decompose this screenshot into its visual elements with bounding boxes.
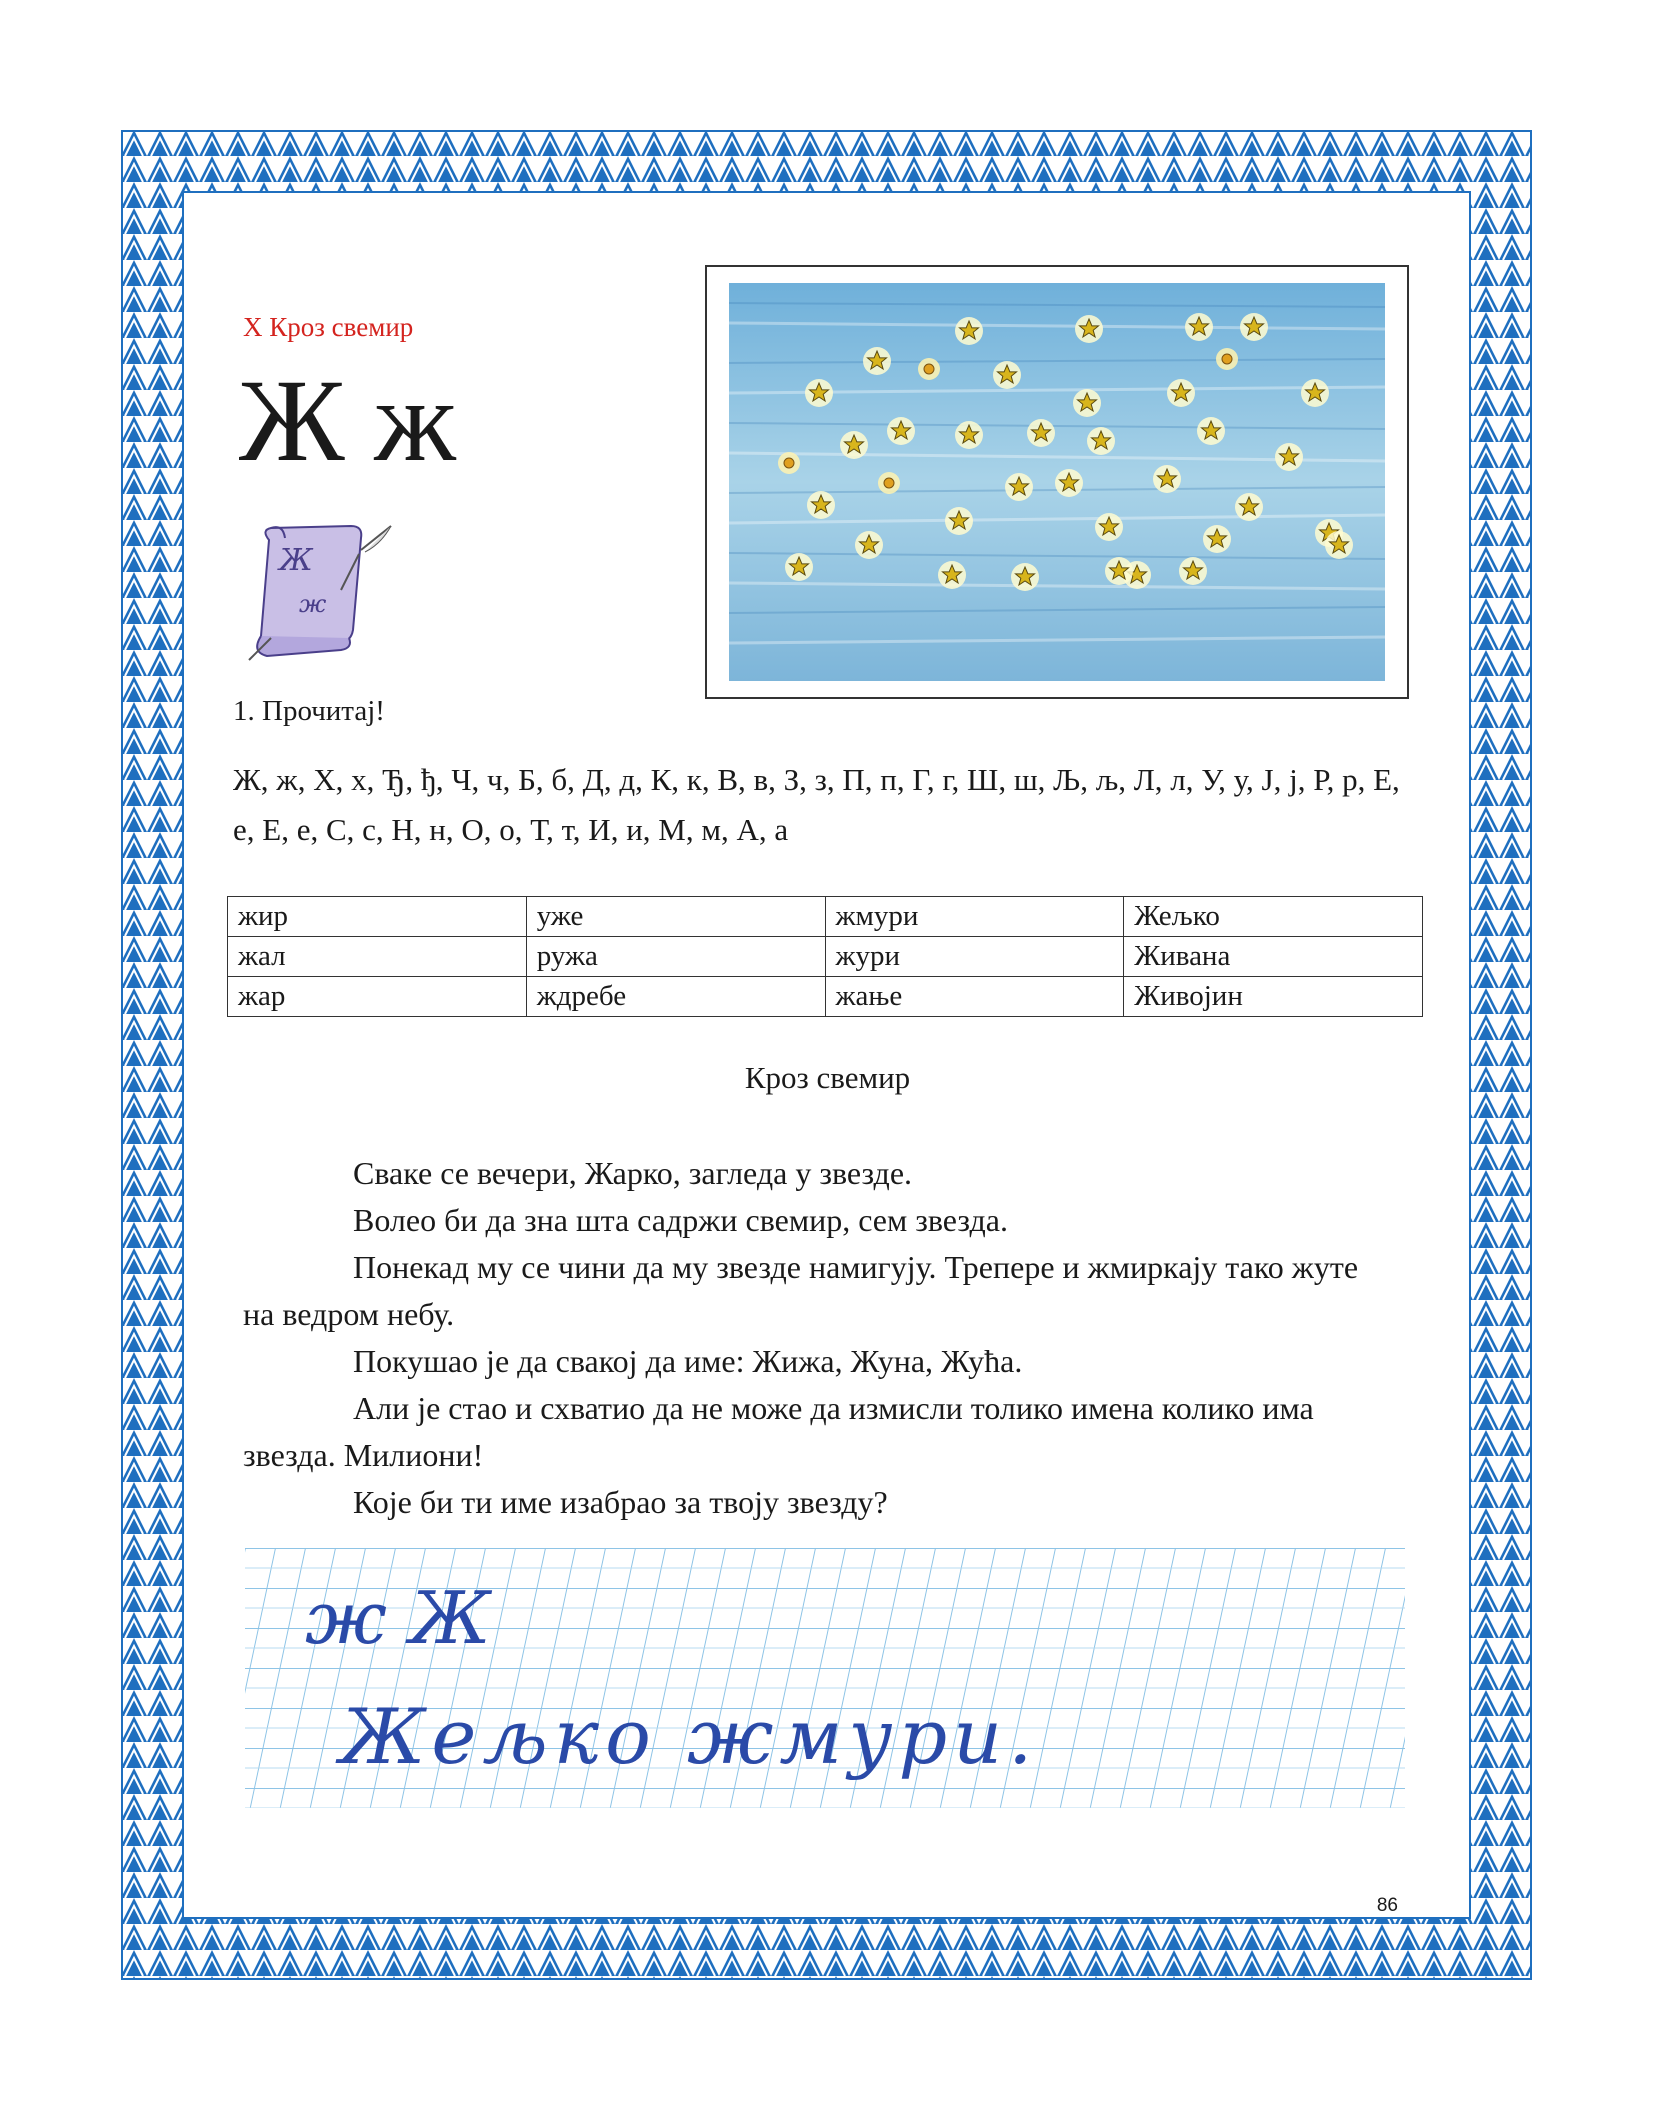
handwriting-sample <box>245 1548 1405 1808</box>
scroll-letter-upper: Ж <box>279 543 313 578</box>
table-cell: уже <box>526 897 825 937</box>
handwriting-line-2: Жељко жмури. <box>340 1692 1039 1781</box>
table-cell: жмури <box>825 897 1124 937</box>
story-title: Кроз свемир <box>744 1060 911 1095</box>
table-row <box>228 897 1423 937</box>
handwriting-line-1: ж Ж <box>305 1576 491 1660</box>
table-cell: Живојин <box>1124 977 1423 1017</box>
alphabet-list: Ж, ж, Х, х, Ђ, ђ, Ч, ч, Б, б, Д, д, К, к, В, в, З, з, П, п, Г, г, Ш, ш, Љ, љ, Л, л, У, у, Ј, ј, Р, р, Е, е, Е, е, С, с, Н, н, О, о, Т, т, И, и, М, м, А, а <box>233 762 1400 847</box>
table-cell: жури <box>825 937 1124 977</box>
page-content <box>185 190 1470 1920</box>
story-paragraph: Понекад му се чини да му звезде намигују. Трепере и жмиркају тако жуте на ведром небу. <box>243 1249 1359 1332</box>
task-label: 1. Прочитај! <box>233 695 385 727</box>
story-paragraph: Али је стао и схватио да не може да измисли толико имена колико има звезда. Милиони! <box>243 1390 1314 1473</box>
table-cell: ждребе <box>526 977 825 1017</box>
table-row <box>228 937 1423 977</box>
scroll-letter-lower: ж <box>299 590 327 618</box>
letter-heading: Ж ж <box>239 355 456 486</box>
story-text <box>243 1150 1373 1526</box>
story-paragraph: Покушао је да свакој да име: Жижа, Жуна, Жућа. <box>353 1343 1023 1379</box>
table-cell: ружа <box>526 937 825 977</box>
starry-sky-illustration <box>705 265 1409 699</box>
story-paragraph: Које би ти име изабрао за твоју звезду? <box>353 1484 888 1520</box>
table-cell: Жељко <box>1124 897 1423 937</box>
page-number: 86 <box>1376 1895 1398 1916</box>
table-cell: жал <box>228 937 527 977</box>
table-row <box>228 977 1423 1017</box>
story-paragraph: Сваке се вечери, Жарко, загледа у звезде. <box>353 1155 913 1191</box>
word-table <box>227 896 1423 1017</box>
table-cell: Живана <box>1124 937 1423 977</box>
table-cell: жар <box>228 977 527 1017</box>
table-cell: жир <box>228 897 527 937</box>
table-cell: жање <box>825 977 1124 1017</box>
scroll-quill-icon <box>241 520 401 670</box>
unit-label: X Кроз свемир <box>243 312 414 342</box>
story-paragraph: Волео би да зна шта садржи свемир, сем звезда. <box>353 1202 1008 1238</box>
